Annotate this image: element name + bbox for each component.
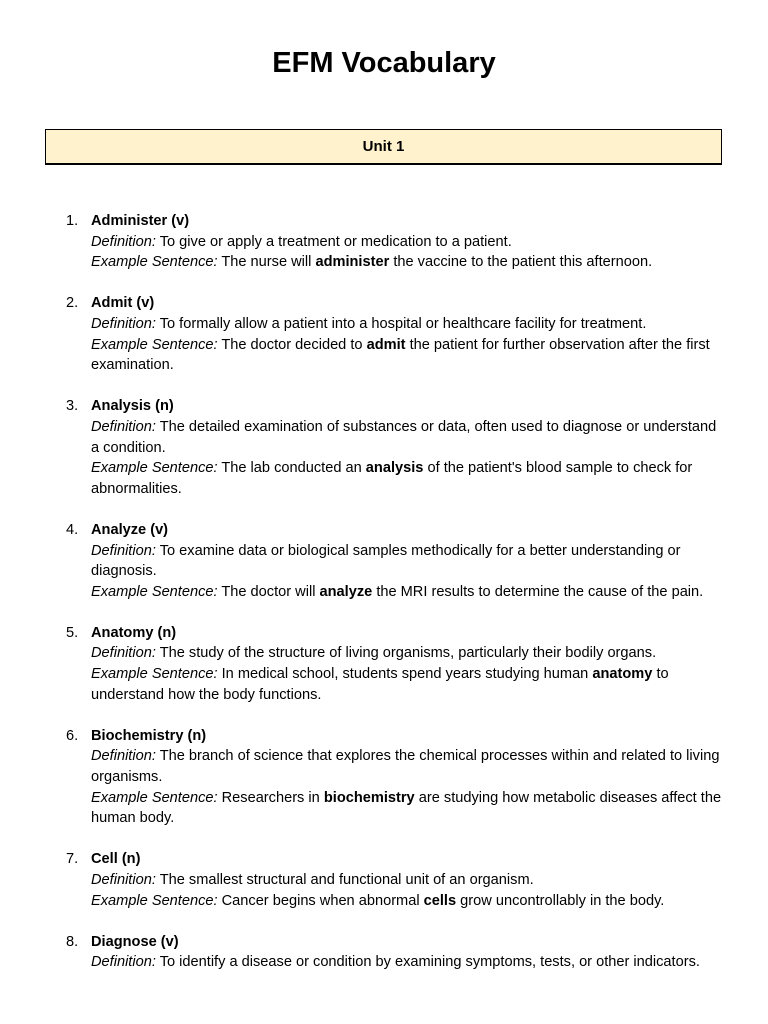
vocab-item — [0, 849, 768, 911]
example-text-before: Researchers in — [221, 789, 320, 806]
item-number: 5. — [66, 624, 79, 641]
definition-label: Definition: — [91, 233, 156, 250]
item-number: 3. — [66, 398, 79, 415]
example-label: Example Sentence: — [91, 789, 218, 806]
example-text-before: The doctor will — [221, 583, 316, 600]
definition-label: Definition: — [91, 954, 156, 971]
unit-label: Unit 1 — [362, 138, 405, 155]
definition-text: To examine data or biological samples methodically for a better understanding or diagnosis. — [91, 542, 681, 580]
example-label: Example Sentence: — [91, 892, 218, 909]
example-text-before: In medical school, students spend years studying human — [221, 666, 589, 683]
vocab-term: Admit (v) — [91, 295, 155, 312]
definition-text: The detailed examination of substances or data, often used to diagnose or understand a condition. — [91, 418, 717, 456]
definition-label: Definition: — [91, 315, 156, 332]
vocab-item — [0, 932, 768, 973]
definition-text: The smallest structural and functional unit of an organism. — [159, 872, 534, 888]
item-number: 6. — [66, 727, 79, 744]
vocab-item — [0, 623, 768, 705]
item-number: 2. — [66, 295, 79, 312]
definition-label: Definition: — [91, 645, 156, 662]
page-title: EFM Vocabulary — [272, 47, 496, 79]
example-vocab-word: admit — [366, 336, 406, 353]
example-vocab-word: administer — [315, 254, 390, 271]
vocab-term: Biochemistry (n) — [91, 727, 207, 744]
example-text-after: of the patient's blood sample to check for abnormalities. — [91, 460, 693, 497]
example-text-after: grow uncontrollably in the body. — [460, 892, 665, 909]
example-text-before: Cancer begins when abnormal — [221, 892, 420, 909]
unit-header — [45, 129, 722, 165]
example-vocab-word: biochemistry — [323, 789, 415, 806]
vocab-item — [0, 396, 768, 499]
vocab-item — [0, 211, 768, 273]
definition-text: To formally allow a patient into a hospital or healthcare facility for treatment. — [159, 315, 647, 332]
example-vocab-word: analysis — [365, 460, 424, 477]
definition-label: Definition: — [91, 542, 156, 559]
example-label: Example Sentence: — [91, 336, 218, 353]
vocab-term: Administer (v) — [91, 213, 190, 229]
example-vocab-word: anatomy — [592, 666, 653, 683]
example-label: Example Sentence: — [91, 254, 218, 271]
item-number: 1. — [66, 213, 79, 229]
vocab-item — [0, 520, 768, 602]
definition-text: The branch of science that explores the chemical processes within and related to living organisms. — [91, 748, 720, 786]
example-label: Example Sentence: — [91, 583, 218, 600]
example-text-after: to understand how the body functions. — [91, 666, 669, 703]
vocab-item — [0, 293, 768, 375]
example-text-before: The doctor decided to — [221, 336, 363, 353]
definition-text: The study of the structure of living organisms, particularly their bodily organs. — [159, 645, 657, 662]
definition-text: To identify a disease or condition by examining symptoms, tests, or other indicators. — [159, 954, 700, 971]
vocab-term: Anatomy (n) — [91, 624, 177, 641]
example-text-before: The lab conducted an — [221, 460, 362, 477]
item-number: 7. — [66, 851, 79, 868]
vocab-term: Diagnose (v) — [91, 933, 179, 950]
item-number: 4. — [66, 521, 79, 538]
vocabulary-list — [0, 211, 768, 994]
vocab-term: Analysis (n) — [91, 398, 174, 415]
item-number: 8. — [66, 933, 79, 950]
example-text-after: the vaccine to the patient this afternoon. — [393, 254, 653, 271]
example-text-after: the patient for further observation after the first examination. — [91, 336, 710, 374]
vocab-term: Analyze (v) — [91, 521, 169, 538]
vocab-term: Cell (n) — [91, 851, 141, 868]
example-text-after: the MRI results to determine the cause of the pain. — [376, 583, 704, 600]
example-text-after: are studying how metabolic diseases affect the human body. — [91, 789, 722, 827]
definition-label: Definition: — [91, 418, 156, 435]
example-label: Example Sentence: — [91, 460, 218, 477]
vocab-item — [0, 726, 768, 829]
example-vocab-word: cells — [423, 892, 457, 909]
example-vocab-word: analyze — [319, 583, 373, 600]
example-label: Example Sentence: — [91, 666, 218, 683]
definition-text: To give or apply a treatment or medication to a patient. — [159, 233, 512, 250]
example-text-before: The nurse will — [221, 254, 312, 271]
definition-label: Definition: — [91, 872, 156, 888]
definition-label: Definition: — [91, 748, 156, 765]
